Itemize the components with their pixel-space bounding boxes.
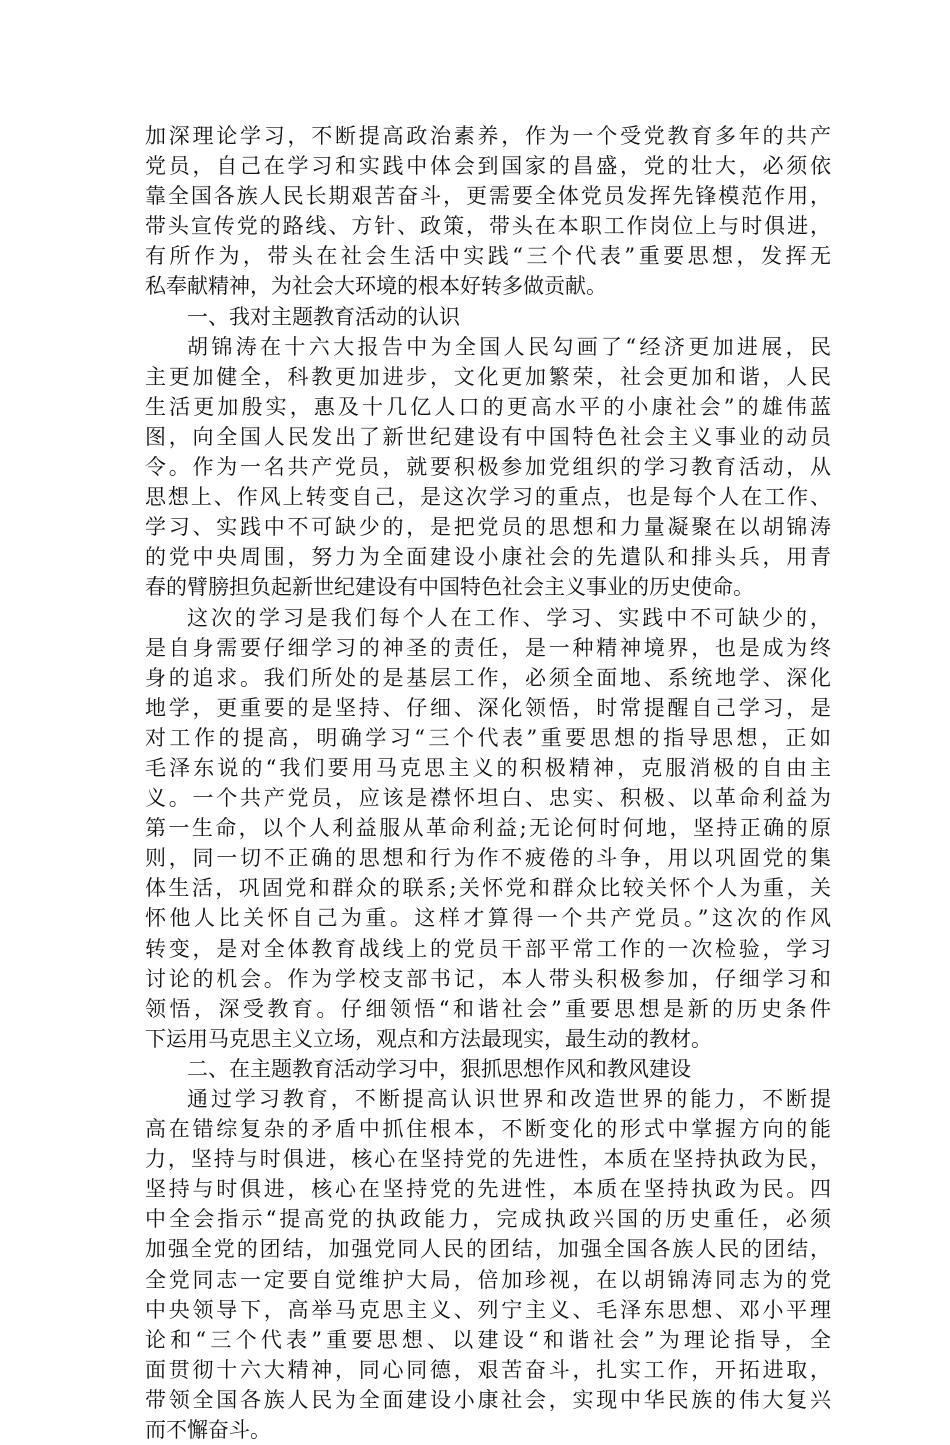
text-line: 主更加健全，科教更加进步，文化更加繁荣，社会更加和谐，人民 xyxy=(145,364,831,389)
paragraph xyxy=(145,603,831,1054)
text-line: 怀他人比关怀自己为重。这样才算得一个共产党员。”这次的作风 xyxy=(145,906,831,931)
text-line: 加强全党的团结，加强党同人民的团结，加强全国各族人民的团结， xyxy=(145,1237,831,1262)
text-line: 论和“三个代表”重要思想、以建设“和谐社会”为理论指导，全 xyxy=(145,1327,831,1352)
text-line: 对工作的提高，明确学习“三个代表”重要思想的指导思想，正如 xyxy=(145,725,831,750)
text-line: 体生活，巩固党和群众的联系;关怀党和群众比较关怀个人为重，关 xyxy=(145,876,831,901)
text-line: 私奉献精神，为社会大环境的根本好转多做贡献。 xyxy=(145,274,607,299)
text-line: 身的追求。我们所处的是基层工作，必须全面地、系统地学、深化 xyxy=(145,665,831,690)
document-body xyxy=(145,121,831,1445)
text-line: 中全会指示“提高党的执政能力，完成执政兴国的历史重任，必须 xyxy=(145,1207,831,1232)
text-line: 党员，自己在学习和实践中体会到国家的昌盛，党的壮大，必须依 xyxy=(145,154,831,179)
text-line: 这次的学习是我们每个人在工作、学习、实践中不可缺少的， xyxy=(187,605,831,630)
text-line: 思想上、作风上转变自己，是这次学习的重点，也是每个人在工作、 xyxy=(145,485,831,510)
paragraph xyxy=(145,121,831,302)
text-line: 学习、实践中不可缺少的，是把党员的思想和力量凝聚在以胡锦涛 xyxy=(145,515,831,540)
text-line: 则，同一切不正确的思想和行为作不疲倦的斗争，用以巩固党的集 xyxy=(145,846,831,871)
section-heading xyxy=(145,302,831,332)
text-line: 毛泽东说的“我们要用马克思主义的积极精神，克服消极的自由主 xyxy=(145,755,831,780)
text-line: 带头宣传党的路线、方针、政策，带头在本职工作岗位上与时俱进， xyxy=(145,214,831,239)
text-line: 令。作为一名共产党员，就要积极参加党组织的学习教育活动，从 xyxy=(145,455,831,480)
text-line: 转变，是对全体教育战线上的党员干部平常工作的一次检验，学习 xyxy=(145,936,831,961)
text-line: 义。一个共产党员，应该是襟怀坦白、忠实、积极、以革命利益为 xyxy=(145,786,831,811)
text-line: 坚持与时俱进，核心在坚持党的先进性，本质在坚持执政为民。四 xyxy=(145,1177,831,1202)
paragraph xyxy=(145,1084,831,1445)
text-line: 有所作为，带头在社会生活中实践“三个代表”重要思想，发挥无 xyxy=(145,244,831,269)
text-line: 的党中央周围，努力为全面建设小康社会的先遣队和排头兵，用青 xyxy=(145,545,831,570)
section-heading xyxy=(145,1054,831,1084)
text-line: 面贯彻十六大精神，同心同德，艰苦奋斗，扎实工作，开拓进取， xyxy=(145,1357,831,1382)
text-line: 通过学习教育，不断提高认识世界和改造世界的能力，不断提 xyxy=(187,1087,831,1111)
text-line: 生活更加殷实，惠及十几亿人口的更高水平的小康社会”的雄伟蓝 xyxy=(145,394,831,419)
text-line: 图，向全国人民发出了新世纪建设有中国特色社会主义事业的动员 xyxy=(145,424,831,449)
text-line: 全党同志一定要自觉维护大局，倍加珍视，在以胡锦涛同志为的党 xyxy=(145,1267,831,1292)
text-line: 胡锦涛在十六大报告中为全国人民勾画了“经济更加进展，民 xyxy=(187,334,831,359)
text-line: 下运用马克思主义立场，观点和方法最现实，最生动的教材。 xyxy=(145,1026,712,1051)
heading-text: 一、我对主题教育活动的认识 xyxy=(187,304,460,329)
heading-text: 二、在主题教育活动学习中，狠抓思想作风和教风建设 xyxy=(187,1056,691,1081)
text-line: 地学，更重要的是坚持、仔细、深化领悟，时常提醒自己学习，是 xyxy=(145,695,831,720)
text-line: 春的臂膀担负起新世纪建设有中国特色社会主义事业的历史使命。 xyxy=(145,575,754,600)
text-line: 带领全国各族人民为全面建设小康社会，实现中华民族的伟大复兴 xyxy=(145,1387,831,1412)
text-line: 靠全国各族人民长期艰苦奋斗，更需要全体党员发挥先锋模范作用， xyxy=(145,184,831,209)
text-line: 中央领导下，高举马克思主义、列宁主义、毛泽东思想、邓小平理 xyxy=(145,1297,831,1322)
text-line: 高在错综复杂的矛盾中抓住根本，不断变化的形式中掌握方向的能 xyxy=(145,1117,831,1142)
text-line: 讨论的机会。作为学校支部书记，本人带头积极参加，仔细学习和 xyxy=(145,966,831,991)
text-line: 领悟，深受教育。仔细领悟“和谐社会”重要思想是新的历史条件 xyxy=(145,996,831,1021)
paragraph xyxy=(145,332,831,603)
text-line: 第一生命，以个人利益服从革命利益;无论何时何地，坚持正确的原 xyxy=(145,816,831,841)
text-line: 是自身需要仔细学习的神圣的责任，是一种精神境界，也是成为终 xyxy=(145,635,831,660)
text-line: 力，坚持与时俱进，核心在坚持党的先进性，本质在坚持执政为民， xyxy=(145,1147,831,1172)
text-line: 而不懈奋斗。 xyxy=(145,1418,271,1443)
text-line: 加深理论学习，不断提高政治素养，作为一个受党教育多年的共产 xyxy=(145,124,831,148)
